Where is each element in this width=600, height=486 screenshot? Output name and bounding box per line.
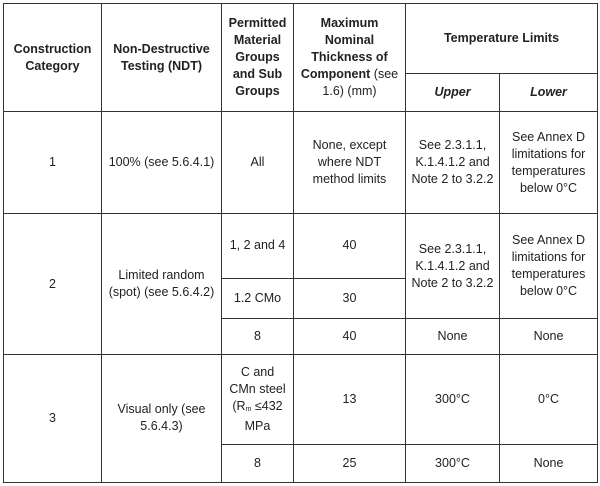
cat2-sub3-groups: 8 [222,318,294,354]
ndt-requirements-table [3,3,598,483]
header-max-thickness [294,4,406,112]
cat3-sub1-thickness: 13 [294,354,406,444]
cat3-ndt: Visual only (see 5.6.4.3) [102,354,222,482]
header-construction-category: Construction Category [4,4,102,112]
cat1-thickness: None, except where NDT method limits [294,112,406,214]
cat3-sub2-upper: 300°C [406,444,500,482]
cat1-category: 1 [4,112,102,214]
header-max-thickness-note: (see 1.6) (mm) [322,67,399,99]
cat3-category: 3 [4,354,102,482]
cat3-sub2-thickness: 25 [294,444,406,482]
cat2-sub3-thickness: 40 [294,318,406,354]
header-temperature-limits: Temperature Limits [406,4,598,74]
cat2-sub1-groups: 1, 2 and 4 [222,214,294,278]
cat1-ndt: 100% (see 5.6.4.1) [102,112,222,214]
cat3-sub2-lower: None [500,444,598,482]
cat2-category: 2 [4,214,102,354]
table-row [4,214,598,278]
header-lower: Lower [500,74,598,112]
header-upper: Upper [406,74,500,112]
cat3-sub1-lower: 0°C [500,354,598,444]
cat2-sub2-thickness: 30 [294,278,406,318]
cat3-groups-text: C and CMn steel (R [229,364,286,413]
cat2-upper: See 2.3.1.1, K.1.4.1.2 and Note 2 to 3.2.2 [406,214,500,318]
cat3-groups-limit: ≤432 MPa [244,398,283,433]
cat3-sub1-upper: 300°C [406,354,500,444]
header-material-groups: Permitted Material Groups and Sub Groups [222,4,294,112]
cat2-sub3-upper: None [406,318,500,354]
cat3-sub1-groups [222,354,294,444]
table-row [4,112,598,214]
cat1-upper: See 2.3.1.1, K.1.4.1.2 and Note 2 to 3.2.2 [406,112,500,214]
table-row [4,354,598,444]
cat2-lower: See Annex D limitations for temperatures below 0°C [500,214,598,318]
cat3-groups-subscript: m [245,405,252,413]
cat3-sub2-groups: 8 [222,444,294,482]
header-max-thickness-title: Maximum Nominal Thickness of Component [300,16,388,82]
header-ndt: Non-Destructive Testing (NDT) [102,4,222,112]
cat2-sub1-thickness: 40 [294,214,406,278]
cat2-sub3-lower: None [500,318,598,354]
cat1-groups: All [222,112,294,214]
cat2-ndt: Limited random (spot) (see 5.6.4.2) [102,214,222,354]
cat2-sub2-groups: 1.2 CMo [222,278,294,318]
cat1-lower: See Annex D limitations for temperatures below 0°C [500,112,598,214]
